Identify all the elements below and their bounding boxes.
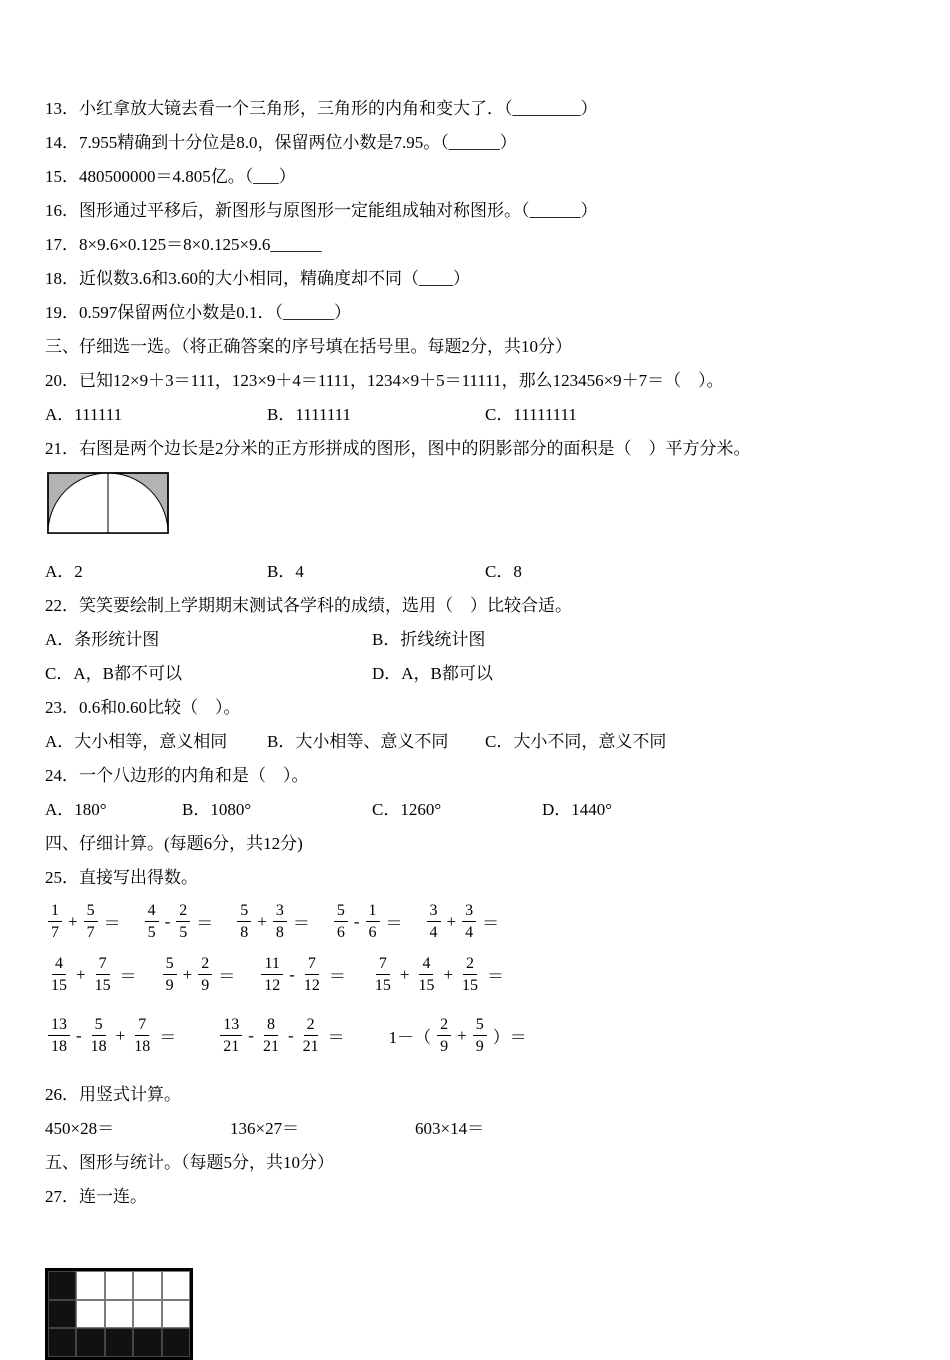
fraction: $\frac{3}{4}$ [427,901,441,942]
fraction: $\frac{11}{12}$ [261,954,283,995]
fraction: $\frac{1}{7}$ [48,901,62,942]
grid-cell [133,1328,161,1357]
q21-shaded-squares-figure [47,472,171,536]
calc-expression: $\frac{1}{7}$ + $\frac{5}{7}$ ＝ [45,901,124,942]
fraction: $\frac{7}{15}$ [94,955,111,994]
section3-header: 三、仔细选一选。（将正确答案的序号填在括号里。每题2分，共10分） [45,337,572,356]
judgment-q16: 16．图形通过平移后，新图形与原图形一定能组成轴对称图形。（______） [45,201,598,220]
fraction: $\frac{4}{15}$ [418,955,435,994]
calc-expression: $\frac{11}{12}$ - $\frac{7}{12}$ ＝ [258,954,349,995]
fraction: $\frac{5}{7}$ [84,901,98,942]
judgment-q14: 14．7.955精确到十分位是8.0，保留两位小数是7.95。（______） [45,133,517,152]
q23-option-b: B．大小相等、意义不同 [267,732,449,751]
q25-fraction-row-2 [45,954,905,995]
q21-figure-block [47,472,905,541]
grid-cell [105,1271,133,1300]
judgment-q15: 15．480500000＝4.805亿。（___） [45,167,296,186]
q26-expression-1: 450×28＝ [45,1119,115,1138]
section4-header: 四、仔细计算。(每题6分，共12分) [45,834,303,853]
fraction: $\frac{1}{6}$ [366,901,380,942]
q21-option-a: A．2 [45,562,83,581]
fraction: $\frac{2}{15}$ [462,955,479,994]
grid-cell [162,1328,190,1357]
calc-expression: $\frac{4}{15}$ + $\frac{7}{15}$ ＝ [45,954,140,995]
q22-option-b: B．折线统计图 [372,630,486,649]
fraction: $\frac{4}{15}$ [51,955,67,994]
fraction: $\frac{3}{4}$ [462,901,476,942]
grid-cell [48,1328,76,1357]
q21-option-b: B．4 [267,562,304,581]
grid-cell [133,1300,161,1329]
q21-options [45,561,905,582]
grid-cell [48,1271,76,1300]
q26-expression-3: 603×14＝ [415,1119,485,1138]
fraction: $\frac{7}{18}$ [134,1016,151,1055]
grid-cell [105,1300,133,1329]
q22-options-row2 [45,663,905,684]
q24-option-c: C．1260° [372,800,442,819]
q25-label: 25．直接写出得数。 [45,868,198,887]
q25-fraction-row-3 [45,1015,905,1056]
q22-stem: 22．笑笑要绘制上学期期末测试各学科的成绩，选用（ ）比较合适。 [45,596,572,615]
section5-header: 五、图形与统计。（每题5分，共10分） [45,1153,334,1172]
grid-cell [48,1300,76,1329]
grid-cell [76,1328,104,1357]
q22-options-row1 [45,629,905,650]
q26-label: 26．用竖式计算。 [45,1085,181,1104]
grid-cell [133,1271,161,1300]
fraction: $\frac{3}{8}$ [273,901,287,942]
q27-label: 27．连一连。 [45,1187,147,1206]
q21-option-c: C．8 [485,562,522,581]
fraction: $\frac{2}{9}$ [437,1015,451,1056]
fraction: $\frac{7}{12}$ [303,955,320,994]
q24-option-a: A．180° [45,800,107,819]
q20-stem: 20．已知12×9＋3＝111，123×9＋4＝1111，1234×9＋5＝11111，那么123456×9＋7＝（ ）。 [45,371,724,390]
judgment-q13: 13．小红拿放大镜去看一个三角形，三角形的内角和变大了．（________） [45,99,598,118]
q24-options [45,799,905,820]
q20-option-b: B．1111111 [267,405,352,424]
calc-expression: $\frac{7}{15}$ + $\frac{4}{15}$ + $\frac{2}{15}$ ＝ [369,954,507,995]
calc-expression: 1－（ $\frac{2}{9}$ + $\frac{5}{9}$ ）＝ [388,1016,527,1055]
calc-expression: $\frac{5}{9}$ + $\frac{2}{9}$ ＝ [160,954,239,995]
q23-options [45,731,905,752]
q23-option-a: A．大小相等，意义相同 [45,732,228,751]
grid-cell [76,1271,104,1300]
calc-expression: $\frac{3}{4}$ + $\frac{3}{4}$ ＝ [424,901,503,942]
q24-option-d: D．1440° [542,800,613,819]
q20-option-c: C．11111111 [485,405,577,424]
fraction: $\frac{2}{5}$ [176,901,190,942]
fraction: $\frac{2}{21}$ [302,1016,319,1055]
q22-option-c: C．A，B都不可以 [45,664,182,683]
calc-expression: $\frac{5}{6}$ - $\frac{1}{6}$ ＝ [331,901,406,942]
q22-option-d: D．A，B都可以 [372,664,493,683]
q27-figure-fragment [45,1268,193,1360]
grid-cell [76,1300,104,1329]
fraction: $\frac{13}{21}$ [220,1015,242,1056]
q23-stem: 23．0.6和0.60比较（ ）。 [45,698,241,717]
fraction: $\frac{5}{9}$ [473,1015,487,1056]
fraction: $\frac{4}{5}$ [145,901,159,942]
fraction: $\frac{8}{21}$ [262,1016,279,1055]
q24-option-b: B．1080° [182,800,252,819]
judgment-q17: 17．8×9.6×0.125＝8×0.125×9.6______ [45,235,322,254]
q20-options [45,404,905,425]
q25-fraction-row-1 [45,901,905,942]
calc-expression: $\frac{4}{5}$ - $\frac{2}{5}$ ＝ [142,901,217,942]
fraction: $\frac{2}{9}$ [198,954,212,995]
calc-expression: $\frac{13}{21}$ - $\frac{8}{21}$ - $\frac{2}{21}$ ＝ [217,1015,347,1056]
fraction: $\frac{5}{18}$ [90,1016,107,1055]
q22-option-a: A．条形统计图 [45,630,160,649]
judgment-q19: 19．0.597保留两位小数是0.1．（______） [45,303,351,322]
grid-cell [105,1328,133,1357]
grid-cell [162,1300,190,1329]
q20-option-a: A．111111 [45,405,123,424]
fraction: $\frac{13}{18}$ [48,1015,70,1056]
q26-expressions [45,1118,905,1139]
calc-expression: $\frac{5}{8}$ + $\frac{3}{8}$ ＝ [234,901,313,942]
fraction: $\frac{5}{9}$ [163,954,177,995]
q24-stem: 24．一个八边形的内角和是（ ）。 [45,766,309,785]
q21-stem: 21．右图是两个边长是2分米的正方形拼成的图形，图中的阴影部分的面积是（ ）平方分米。 [45,439,751,458]
fraction: $\frac{7}{15}$ [374,955,391,994]
fraction: $\frac{5}{6}$ [334,901,348,942]
fraction: $\frac{5}{8}$ [237,901,251,942]
q23-option-c: C．大小不同，意义不同 [485,732,667,751]
grid-cell [162,1271,190,1300]
q26-expression-2: 136×27＝ [230,1119,300,1138]
judgment-q18: 18．近似数3.6和3.60的大小相同，精确度却不同（____） [45,269,470,288]
calc-expression: $\frac{13}{18}$ - $\frac{5}{18}$ + $\frac{7}{18}$ ＝ [45,1015,179,1056]
